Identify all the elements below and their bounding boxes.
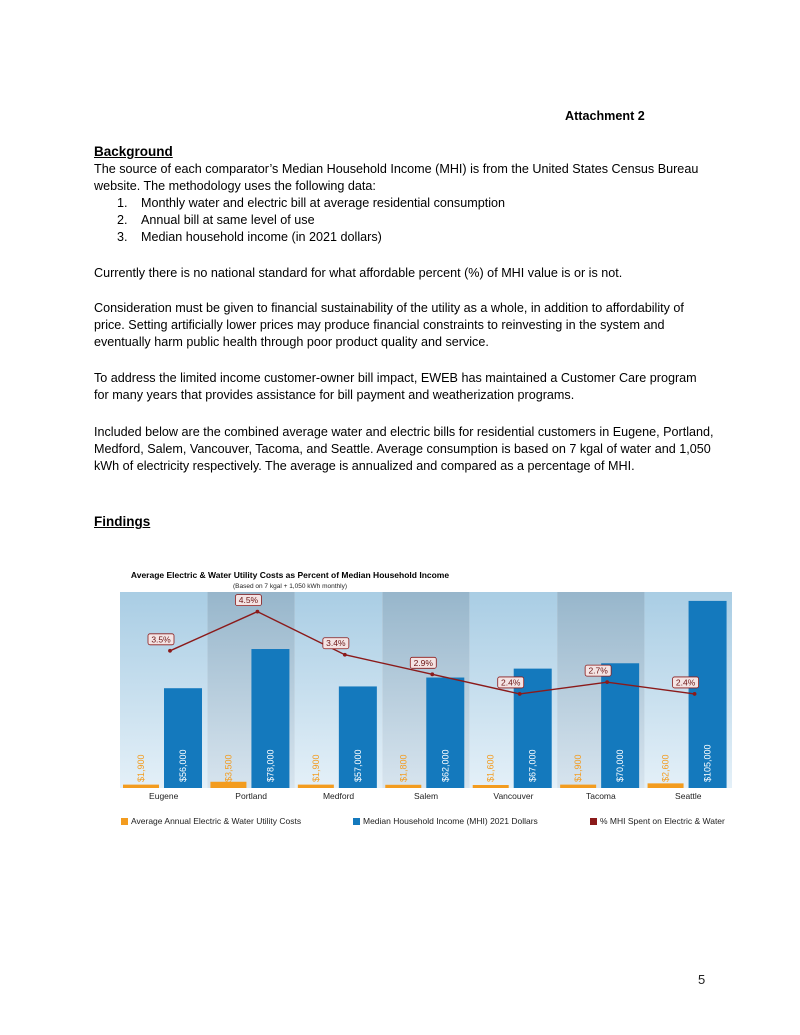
background-intro: The source of each comparator’s Median Household Income (MHI) is from the United States Census Bureau website. The methodology uses the following data: bbox=[94, 162, 699, 193]
percent-point bbox=[605, 680, 609, 684]
percent-point bbox=[256, 610, 260, 614]
methodology-list bbox=[94, 195, 714, 246]
cost-label: $1,900 bbox=[310, 754, 321, 782]
background-heading: Background bbox=[94, 144, 173, 159]
cost-label: $1,800 bbox=[398, 754, 409, 782]
paragraph-customer-care: To address the limited income customer-owner bill impact, EWEB has maintained a Customer Care program for many years that provides assistance for bill payment and weatherization programs. bbox=[94, 371, 697, 402]
legend-item-costs: Average Annual Electric & Water Utility Costs bbox=[121, 816, 301, 826]
list-item: 2. Annual bill at same level of use bbox=[117, 213, 315, 227]
cost-label: $1,600 bbox=[485, 754, 496, 782]
percent-label: 2.9% bbox=[413, 657, 433, 668]
legend-swatch-blue bbox=[353, 818, 360, 825]
category-label: Portland bbox=[235, 791, 267, 801]
plot-area bbox=[120, 592, 732, 801]
mhi-label: $62,000 bbox=[440, 749, 451, 782]
cost-bar bbox=[560, 785, 596, 788]
mhi-label: $57,000 bbox=[352, 749, 363, 782]
cost-label: $1,900 bbox=[573, 754, 584, 782]
cost-bar bbox=[298, 785, 334, 788]
category-label: Seattle bbox=[675, 791, 702, 801]
paragraph-sustainability: Consideration must be given to financial sustainability of the utility as a whole, in addition to affordability of price. Setting artificially lower prices may produce financial constraints to reinvesting in the system and eventually harm public health through poor product quality and service. bbox=[94, 301, 684, 349]
cost-bar bbox=[123, 785, 159, 788]
cost-bar bbox=[473, 785, 509, 788]
category-label: Salem bbox=[413, 791, 439, 801]
list-item: 1. Monthly water and electric bill at average residential consumption bbox=[117, 196, 506, 210]
legend-swatch-red bbox=[590, 818, 597, 825]
category-label: Eugene bbox=[149, 791, 179, 801]
findings-heading: Findings bbox=[94, 514, 151, 529]
attachment-label: Attachment 2 bbox=[565, 109, 645, 123]
mhi-label: $56,000 bbox=[178, 749, 188, 782]
cost-label: $1,900 bbox=[136, 754, 146, 782]
percent-point bbox=[430, 672, 434, 676]
percent-point bbox=[518, 692, 522, 696]
utility-cost-chart bbox=[118, 566, 738, 806]
cost-label: $2,600 bbox=[660, 754, 671, 782]
percent-point bbox=[168, 649, 172, 653]
paragraph-comparators: Included below are the combined average water and electric bills for residential customers in Eugene, Portland, Medford, Salem, Vancouver, Tacoma, and Seattle. Average consumption is based on 7 kgal of water and 1,050 kWh of electricity respectively. The average is annualized and compared as a percentage of MHI. bbox=[94, 425, 714, 473]
mhi-label: $105,000 bbox=[702, 744, 713, 782]
percent-label: 2.4% bbox=[501, 677, 521, 688]
legend-item-mhi: Median Household Income (MHI) 2021 Dollars bbox=[353, 816, 538, 826]
legend-swatch-orange bbox=[121, 818, 128, 825]
chart-subtitle: (Based on 7 kgal + 1,050 kWh monthly) bbox=[233, 583, 347, 590]
mhi-label: $67,000 bbox=[527, 749, 538, 782]
cost-label: $3,500 bbox=[223, 754, 234, 782]
chart-title: Average Electric & Water Utility Costs as Percent of Median Household Income bbox=[130, 570, 450, 580]
percent-point bbox=[693, 692, 697, 696]
percent-label: 2.4% bbox=[675, 677, 696, 688]
percent-label: 2.7% bbox=[588, 665, 608, 676]
percent-label: 4.5% bbox=[238, 595, 259, 606]
category-label: Medford bbox=[322, 791, 355, 801]
list-item: 3. Median household income (in 2021 dollars) bbox=[117, 230, 382, 244]
category-label: Vancouver bbox=[493, 791, 534, 801]
percent-point bbox=[343, 653, 347, 657]
page-number: 5 bbox=[698, 972, 706, 987]
category-label: Tacoma bbox=[585, 791, 616, 801]
cost-bar bbox=[385, 785, 421, 788]
percent-label: 3.5% bbox=[151, 634, 171, 645]
paragraph-standard: Currently there is no national standard for what affordable percent (%) of MHI value is or is not. bbox=[94, 266, 623, 280]
mhi-label: $78,000 bbox=[265, 749, 276, 782]
cost-bar bbox=[648, 783, 684, 788]
legend-item-percent: % MHI Spent on Electric & Water bbox=[590, 816, 725, 826]
mhi-label: $70,000 bbox=[615, 749, 626, 782]
percent-label: 3.4% bbox=[326, 638, 346, 649]
